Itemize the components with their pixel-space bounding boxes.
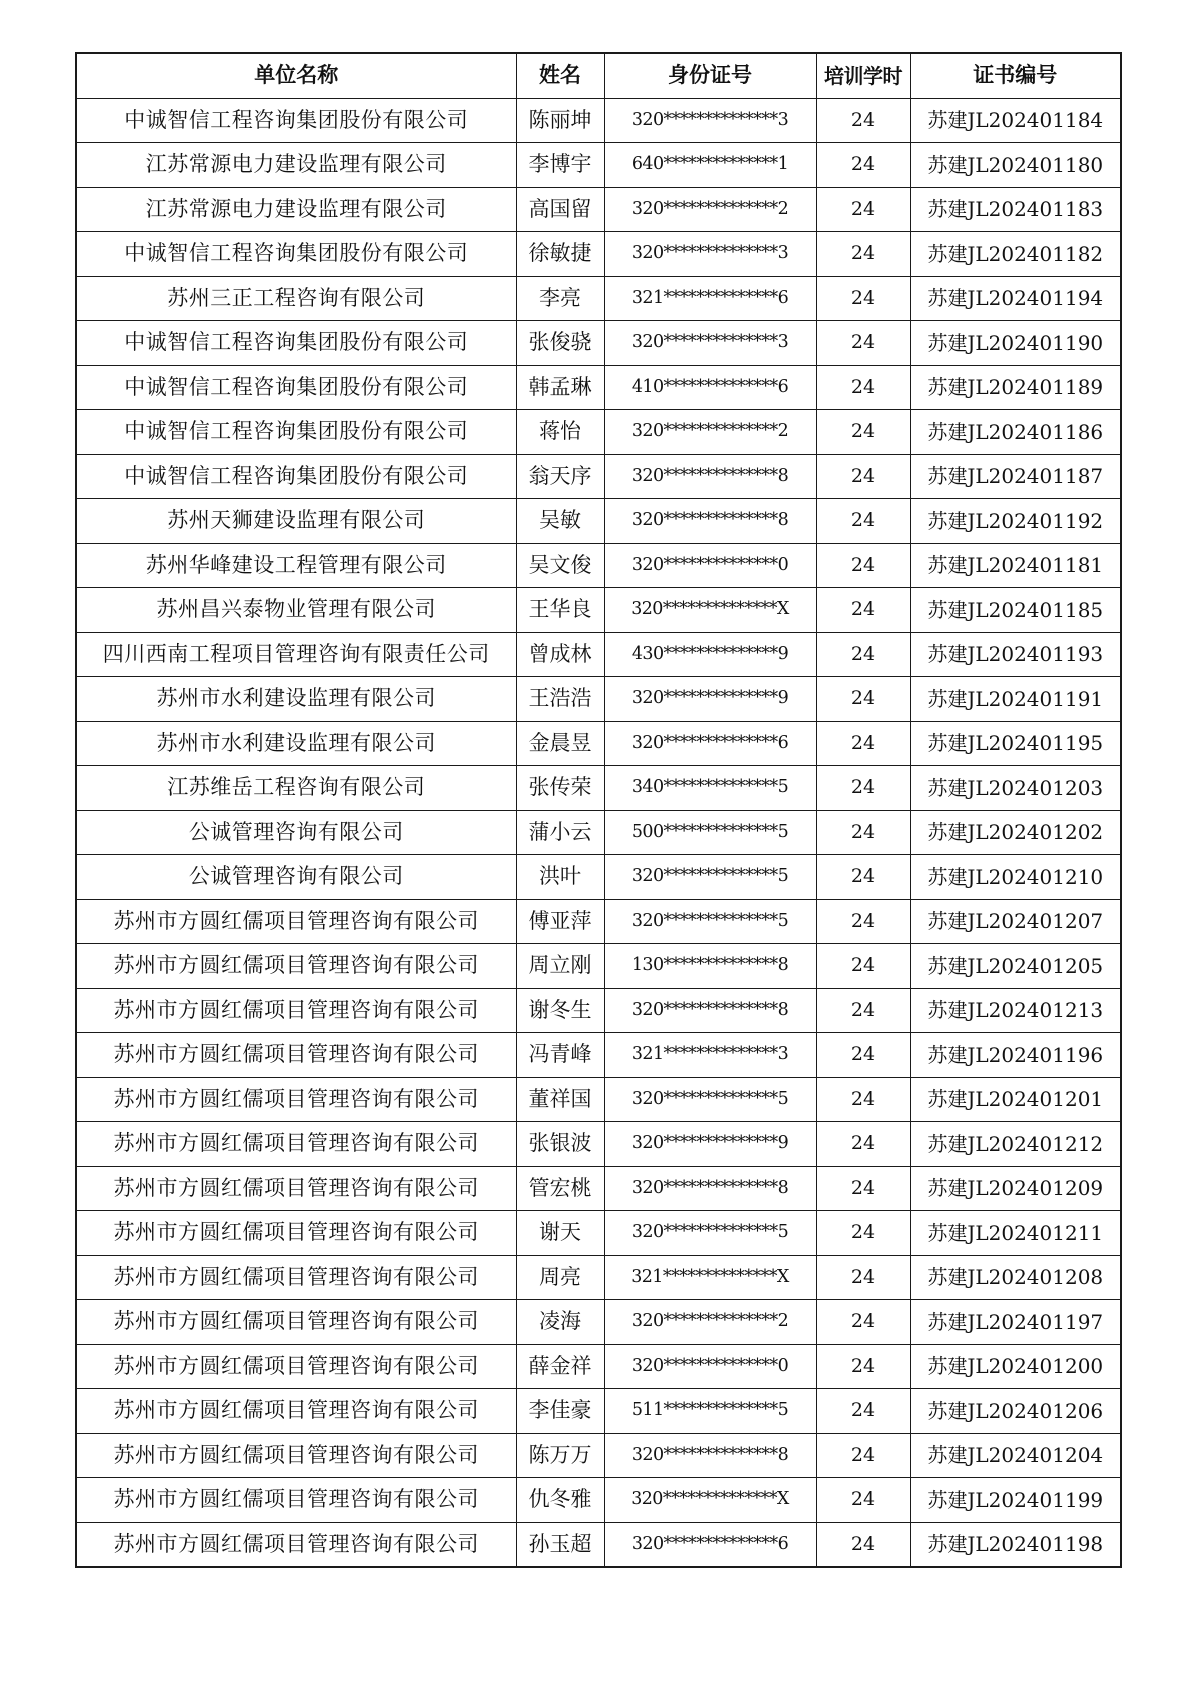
hours-cell: 24 <box>816 1478 910 1523</box>
name-cell: 张俊骁 <box>516 321 604 366</box>
name-cell: 李博宇 <box>516 143 604 188</box>
id-cell: 320**************5 <box>604 1211 816 1256</box>
cert-cell: 苏建JL202401211 <box>910 1211 1121 1256</box>
id-cell: 320**************2 <box>604 1300 816 1345</box>
cert-cell: 苏建JL202401187 <box>910 454 1121 499</box>
table-row <box>76 1033 1121 1078</box>
table-row <box>76 410 1121 455</box>
name-cell: 董祥国 <box>516 1077 604 1122</box>
cert-cell: 苏建JL202401205 <box>910 944 1121 989</box>
hours-cell: 24 <box>816 410 910 455</box>
hours-cell: 24 <box>816 276 910 321</box>
hours-cell: 24 <box>816 1300 910 1345</box>
name-cell: 吴敏 <box>516 499 604 544</box>
id-cell: 320**************6 <box>604 1522 816 1567</box>
hours-cell: 24 <box>816 855 910 900</box>
id-cell: 320**************2 <box>604 410 816 455</box>
id-cell: 430**************9 <box>604 632 816 677</box>
table-row <box>76 1122 1121 1167</box>
name-cell: 薛金祥 <box>516 1344 604 1389</box>
cert-cell: 苏建JL202401191 <box>910 677 1121 722</box>
id-cell: 320**************5 <box>604 855 816 900</box>
unit-cell: 苏州市水利建设监理有限公司 <box>76 677 516 722</box>
unit-cell: 苏州市方圆红儒项目管理咨询有限公司 <box>76 1211 516 1256</box>
unit-cell: 公诚管理咨询有限公司 <box>76 855 516 900</box>
unit-cell: 中诚智信工程咨询集团股份有限公司 <box>76 454 516 499</box>
id-cell: 320**************5 <box>604 1077 816 1122</box>
hours-cell: 24 <box>816 1389 910 1434</box>
table-row <box>76 1255 1121 1300</box>
header-cert: 证书编号 <box>910 53 1121 98</box>
unit-cell: 中诚智信工程咨询集团股份有限公司 <box>76 410 516 455</box>
header-name: 姓名 <box>516 53 604 98</box>
unit-cell: 公诚管理咨询有限公司 <box>76 810 516 855</box>
hours-cell: 24 <box>816 1522 910 1567</box>
name-cell: 韩孟琳 <box>516 365 604 410</box>
name-cell: 李亮 <box>516 276 604 321</box>
hours-cell: 24 <box>816 810 910 855</box>
header-row <box>76 53 1121 98</box>
table-row <box>76 543 1121 588</box>
id-cell: 320**************9 <box>604 677 816 722</box>
table-row <box>76 988 1121 1033</box>
cert-cell: 苏建JL202401213 <box>910 988 1121 1033</box>
hours-cell: 24 <box>816 454 910 499</box>
hours-cell: 24 <box>816 1166 910 1211</box>
cert-cell: 苏建JL202401186 <box>910 410 1121 455</box>
id-cell: 320**************8 <box>604 454 816 499</box>
name-cell: 陈万万 <box>516 1433 604 1478</box>
hours-cell: 24 <box>816 766 910 811</box>
name-cell: 周立刚 <box>516 944 604 989</box>
table-header <box>76 53 1121 98</box>
hours-cell: 24 <box>816 1255 910 1300</box>
table-row <box>76 143 1121 188</box>
hours-cell: 24 <box>816 588 910 633</box>
unit-cell: 苏州天狮建设监理有限公司 <box>76 499 516 544</box>
cert-cell: 苏建JL202401199 <box>910 1478 1121 1523</box>
name-cell: 仇冬雅 <box>516 1478 604 1523</box>
id-cell: 640**************1 <box>604 143 816 188</box>
name-cell: 傅亚萍 <box>516 899 604 944</box>
name-cell: 金晨昱 <box>516 721 604 766</box>
table-row <box>76 810 1121 855</box>
header-unit: 单位名称 <box>76 53 516 98</box>
header-hours: 培训学时 <box>816 53 910 98</box>
name-cell: 冯青峰 <box>516 1033 604 1078</box>
id-cell: 321**************6 <box>604 276 816 321</box>
name-cell: 吴文俊 <box>516 543 604 588</box>
table-row <box>76 276 1121 321</box>
unit-cell: 苏州三正工程咨询有限公司 <box>76 276 516 321</box>
hours-cell: 24 <box>816 543 910 588</box>
id-cell: 320**************8 <box>604 1433 816 1478</box>
id-cell: 320**************X <box>604 588 816 633</box>
name-cell: 张传荣 <box>516 766 604 811</box>
hours-cell: 24 <box>816 1344 910 1389</box>
table-row <box>76 1077 1121 1122</box>
cert-cell: 苏建JL202401201 <box>910 1077 1121 1122</box>
unit-cell: 苏州市方圆红儒项目管理咨询有限公司 <box>76 1033 516 1078</box>
unit-cell: 苏州华峰建设工程管理有限公司 <box>76 543 516 588</box>
id-cell: 500**************5 <box>604 810 816 855</box>
table-row <box>76 721 1121 766</box>
cert-cell: 苏建JL202401196 <box>910 1033 1121 1078</box>
hours-cell: 24 <box>816 1122 910 1167</box>
name-cell: 李佳豪 <box>516 1389 604 1434</box>
hours-cell: 24 <box>816 143 910 188</box>
name-cell: 管宏桃 <box>516 1166 604 1211</box>
cert-cell: 苏建JL202401189 <box>910 365 1121 410</box>
cert-cell: 苏建JL202401209 <box>910 1166 1121 1211</box>
cert-cell: 苏建JL202401198 <box>910 1522 1121 1567</box>
name-cell: 孙玉超 <box>516 1522 604 1567</box>
name-cell: 翁天序 <box>516 454 604 499</box>
id-cell: 321**************X <box>604 1255 816 1300</box>
id-cell: 320**************6 <box>604 721 816 766</box>
id-cell: 130**************8 <box>604 944 816 989</box>
header-id: 身份证号 <box>604 53 816 98</box>
table-row <box>76 1389 1121 1434</box>
id-cell: 320**************8 <box>604 988 816 1033</box>
table-row <box>76 766 1121 811</box>
id-cell: 320**************0 <box>604 1344 816 1389</box>
table-row <box>76 98 1121 143</box>
unit-cell: 中诚智信工程咨询集团股份有限公司 <box>76 98 516 143</box>
unit-cell: 四川西南工程项目管理咨询有限责任公司 <box>76 632 516 677</box>
table-row <box>76 1211 1121 1256</box>
cert-cell: 苏建JL202401204 <box>910 1433 1121 1478</box>
table-row <box>76 1433 1121 1478</box>
unit-cell: 中诚智信工程咨询集团股份有限公司 <box>76 232 516 277</box>
table-row <box>76 365 1121 410</box>
hours-cell: 24 <box>816 988 910 1033</box>
cert-cell: 苏建JL202401192 <box>910 499 1121 544</box>
unit-cell: 苏州市方圆红儒项目管理咨询有限公司 <box>76 1344 516 1389</box>
hours-cell: 24 <box>816 365 910 410</box>
unit-cell: 苏州市方圆红儒项目管理咨询有限公司 <box>76 1478 516 1523</box>
unit-cell: 江苏常源电力建设监理有限公司 <box>76 143 516 188</box>
name-cell: 谢天 <box>516 1211 604 1256</box>
name-cell: 凌海 <box>516 1300 604 1345</box>
name-cell: 王华良 <box>516 588 604 633</box>
id-cell: 320**************3 <box>604 98 816 143</box>
hours-cell: 24 <box>816 98 910 143</box>
name-cell: 徐敏捷 <box>516 232 604 277</box>
unit-cell: 中诚智信工程咨询集团股份有限公司 <box>76 365 516 410</box>
name-cell: 王浩浩 <box>516 677 604 722</box>
cert-cell: 苏建JL202401182 <box>910 232 1121 277</box>
unit-cell: 苏州市方圆红儒项目管理咨询有限公司 <box>76 1077 516 1122</box>
name-cell: 蒋怡 <box>516 410 604 455</box>
id-cell: 320**************5 <box>604 899 816 944</box>
cert-cell: 苏建JL202401195 <box>910 721 1121 766</box>
table-row <box>76 454 1121 499</box>
cert-cell: 苏建JL202401180 <box>910 143 1121 188</box>
unit-cell: 苏州市方圆红儒项目管理咨询有限公司 <box>76 944 516 989</box>
hours-cell: 24 <box>816 721 910 766</box>
hours-cell: 24 <box>816 187 910 232</box>
cert-cell: 苏建JL202401212 <box>910 1122 1121 1167</box>
cert-cell: 苏建JL202401207 <box>910 899 1121 944</box>
id-cell: 410**************6 <box>604 365 816 410</box>
name-cell: 洪叶 <box>516 855 604 900</box>
id-cell: 320**************2 <box>604 187 816 232</box>
id-cell: 511**************5 <box>604 1389 816 1434</box>
id-cell: 321**************3 <box>604 1033 816 1078</box>
table-row <box>76 232 1121 277</box>
cert-cell: 苏建JL202401210 <box>910 855 1121 900</box>
hours-cell: 24 <box>816 899 910 944</box>
cert-cell: 苏建JL202401200 <box>910 1344 1121 1389</box>
cert-cell: 苏建JL202401208 <box>910 1255 1121 1300</box>
unit-cell: 苏州市方圆红儒项目管理咨询有限公司 <box>76 1255 516 1300</box>
hours-cell: 24 <box>816 632 910 677</box>
cert-cell: 苏建JL202401181 <box>910 543 1121 588</box>
training-roster-table <box>75 52 1122 1568</box>
hours-cell: 24 <box>816 232 910 277</box>
unit-cell: 苏州市水利建设监理有限公司 <box>76 721 516 766</box>
unit-cell: 苏州市方圆红儒项目管理咨询有限公司 <box>76 1122 516 1167</box>
name-cell: 曾成林 <box>516 632 604 677</box>
name-cell: 蒲小云 <box>516 810 604 855</box>
unit-cell: 苏州市方圆红儒项目管理咨询有限公司 <box>76 988 516 1033</box>
hours-cell: 24 <box>816 499 910 544</box>
table-row <box>76 187 1121 232</box>
table-row <box>76 1344 1121 1389</box>
table-row <box>76 899 1121 944</box>
table-row <box>76 499 1121 544</box>
id-cell: 320**************3 <box>604 321 816 366</box>
unit-cell: 苏州市方圆红儒项目管理咨询有限公司 <box>76 1522 516 1567</box>
table-row <box>76 1522 1121 1567</box>
cert-cell: 苏建JL202401185 <box>910 588 1121 633</box>
id-cell: 320**************9 <box>604 1122 816 1167</box>
hours-cell: 24 <box>816 321 910 366</box>
hours-cell: 24 <box>816 1211 910 1256</box>
id-cell: 320**************3 <box>604 232 816 277</box>
cert-cell: 苏建JL202401203 <box>910 766 1121 811</box>
name-cell: 陈丽坤 <box>516 98 604 143</box>
cert-cell: 苏建JL202401184 <box>910 98 1121 143</box>
unit-cell: 江苏常源电力建设监理有限公司 <box>76 187 516 232</box>
cert-cell: 苏建JL202401190 <box>910 321 1121 366</box>
name-cell: 周亮 <box>516 1255 604 1300</box>
unit-cell: 苏州昌兴泰物业管理有限公司 <box>76 588 516 633</box>
hours-cell: 24 <box>816 944 910 989</box>
unit-cell: 苏州市方圆红儒项目管理咨询有限公司 <box>76 899 516 944</box>
table-row <box>76 1478 1121 1523</box>
id-cell: 320**************8 <box>604 499 816 544</box>
name-cell: 高国留 <box>516 187 604 232</box>
cert-cell: 苏建JL202401206 <box>910 1389 1121 1434</box>
unit-cell: 苏州市方圆红儒项目管理咨询有限公司 <box>76 1433 516 1478</box>
unit-cell: 苏州市方圆红儒项目管理咨询有限公司 <box>76 1166 516 1211</box>
cert-cell: 苏建JL202401193 <box>910 632 1121 677</box>
table-row <box>76 321 1121 366</box>
unit-cell: 中诚智信工程咨询集团股份有限公司 <box>76 321 516 366</box>
id-cell: 340**************5 <box>604 766 816 811</box>
cert-cell: 苏建JL202401197 <box>910 1300 1121 1345</box>
id-cell: 320**************X <box>604 1478 816 1523</box>
cert-cell: 苏建JL202401202 <box>910 810 1121 855</box>
cert-cell: 苏建JL202401194 <box>910 276 1121 321</box>
table-row <box>76 1300 1121 1345</box>
table-row <box>76 944 1121 989</box>
id-cell: 320**************0 <box>604 543 816 588</box>
unit-cell: 苏州市方圆红儒项目管理咨询有限公司 <box>76 1389 516 1434</box>
name-cell: 谢冬生 <box>516 988 604 1033</box>
unit-cell: 江苏维岳工程咨询有限公司 <box>76 766 516 811</box>
hours-cell: 24 <box>816 1033 910 1078</box>
table-row <box>76 677 1121 722</box>
id-cell: 320**************8 <box>604 1166 816 1211</box>
table-row <box>76 1166 1121 1211</box>
table-row <box>76 632 1121 677</box>
cert-cell: 苏建JL202401183 <box>910 187 1121 232</box>
unit-cell: 苏州市方圆红儒项目管理咨询有限公司 <box>76 1300 516 1345</box>
hours-cell: 24 <box>816 1077 910 1122</box>
table-row <box>76 588 1121 633</box>
name-cell: 张银波 <box>516 1122 604 1167</box>
table-body <box>76 98 1121 1567</box>
hours-cell: 24 <box>816 1433 910 1478</box>
table-row <box>76 855 1121 900</box>
hours-cell: 24 <box>816 677 910 722</box>
